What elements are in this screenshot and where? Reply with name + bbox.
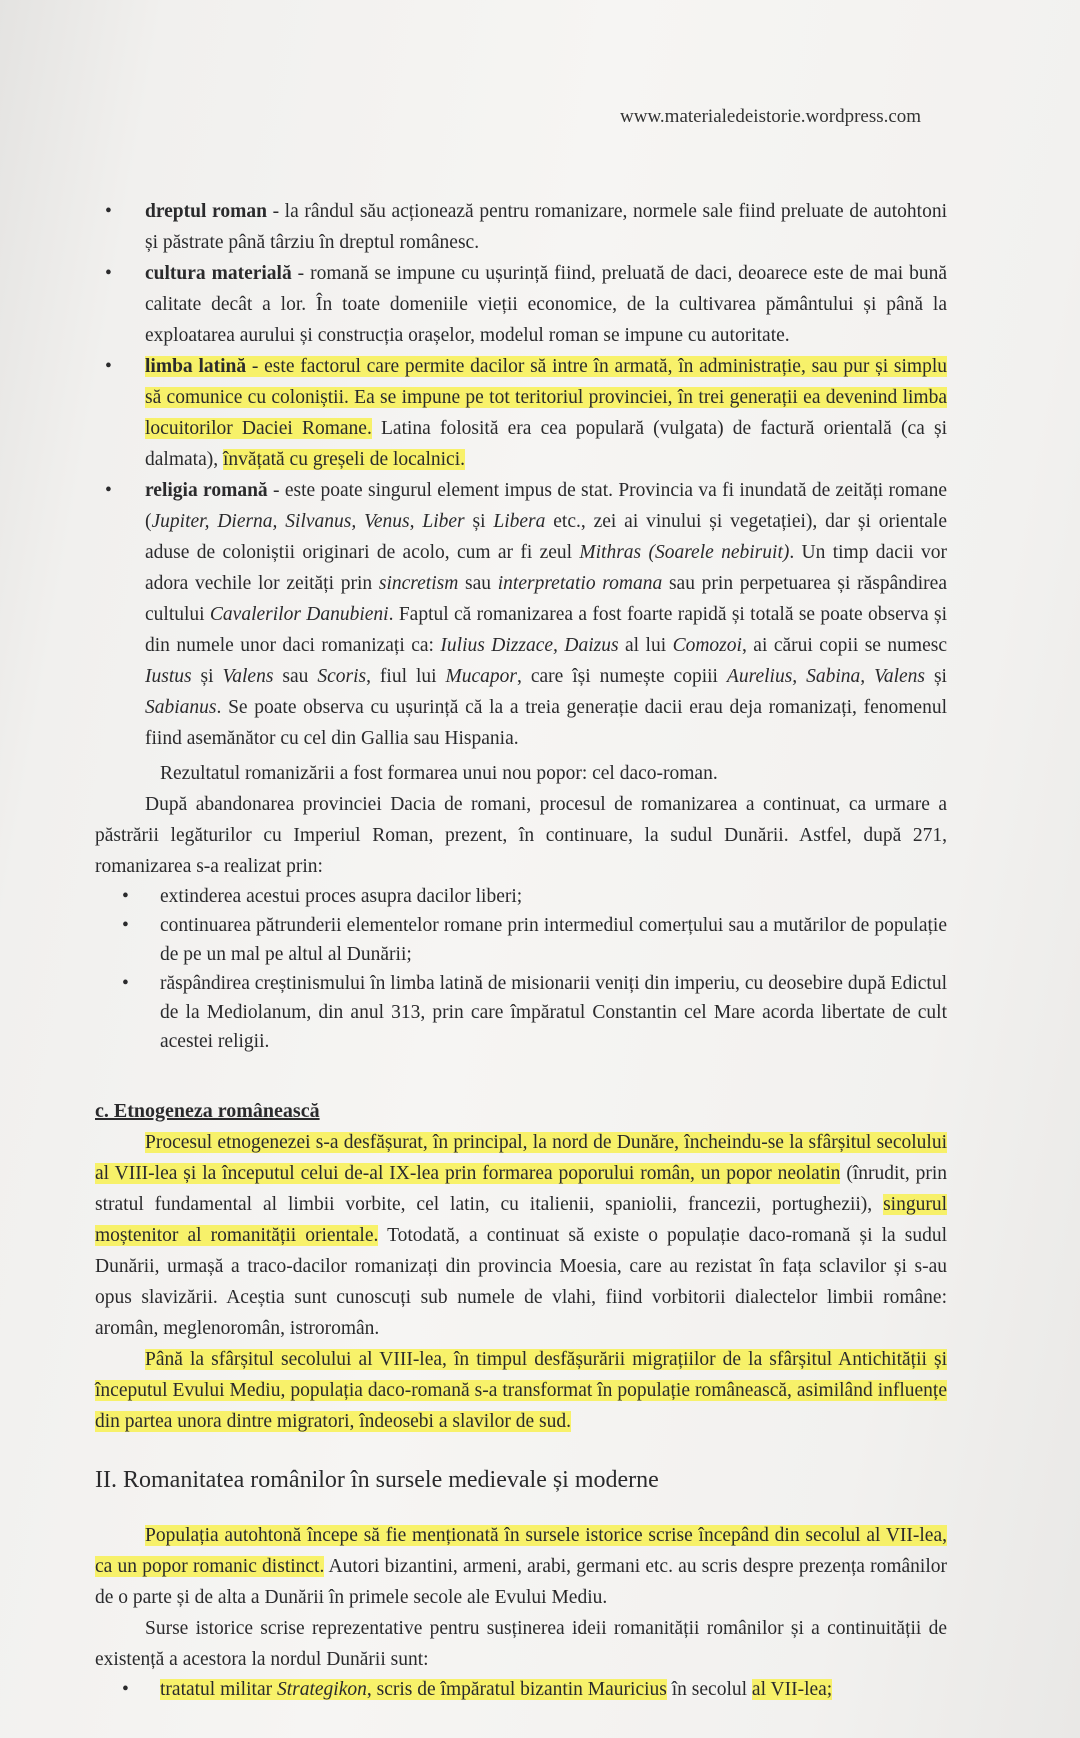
text-segment: Iustus (145, 666, 192, 687)
text-segment: II. Romanitatea românilor în sursele medievale și moderne (95, 1467, 659, 1493)
bullet-item (95, 351, 947, 475)
text-segment: etc., zei ai vinului și vegetației), dar și orientale aduse de coloniștii originari de acolo, cum ar fi zeul (145, 511, 947, 563)
paragraph (95, 758, 947, 789)
paragraph (95, 1127, 947, 1344)
section-heading (95, 1096, 947, 1127)
text-segment: continuarea pătrunderii elementelor romane prin intermediul comerțului sau a mutărilor de populație de pe un mal pe altul al Dunării; (160, 915, 947, 965)
text-segment: Surse istorice scrise reprezentative pentru susținerea ideii romanității românilor și a continuității de existență a acestora la nordul Dunării sunt: (95, 1618, 947, 1670)
text-segment: . Un timp dacii vor adora vechile lor zeități prin (145, 542, 947, 594)
text-segment: Libera (493, 511, 546, 532)
bullet-item (95, 258, 947, 351)
highlighted-text: tratatul militar (160, 1679, 277, 1700)
bullet-item (95, 196, 947, 258)
text-segment: - romană se impune cu ușurință fiind, preluată de daci, deoarece este de mai bună calitate decât a lor. În toate domeniile vieții economice, de la cultivarea pământului și până la exploatarea aurului și construcția orașelor, modelul roman se impune cu autoritate. (145, 263, 947, 346)
text-segment: Sabianus (145, 697, 217, 718)
highlighted-text: - este factorul care permite dacilor să intre în armată, în administrație, sau pur și simplu să comunice cu coloniștii. Ea se impune pe tot teritoriul provinciei, în trei generații ea devenind limba locuitorilor Daciei Romane. (145, 356, 947, 439)
text-segment: - este poate singurul element impus de stat. Provincia va fi inundată de zeități romane ( (145, 480, 947, 532)
highlighted-text: al VII-lea; (751, 1679, 833, 1700)
text-segment: extinderea acestui proces asupra dacilor liberi; (160, 886, 523, 907)
text-segment: Comozoi (672, 635, 742, 656)
text-segment: . Faptul că romanizarea a fost foarte rapidă și totală se poate observa și din numele unor daci romanizați ca: (145, 604, 947, 656)
sub-bullet-item (95, 882, 947, 911)
text-segment: și (925, 666, 947, 687)
text-segment: După abandonarea provinciei Dacia de romani, procesul de romanizarea a continuat, ca urmare a păstrării legăturilor cu Imperiul Roman, prezent, în continuare, la sudul Dunării. Astfel, după 271, romanizarea s-a realizat prin: (95, 794, 947, 877)
highlighted-text: Până la sfârșitul secolului al VIII-lea, în timpul desfășurării migrațiilor de la sfârșitul Antichității și începutul Evului Mediu, populația daco-romană s-a transformat în populație românească, asimilând influențe din partea unora dintre migratori, îndeosebi a slavilor de sud. (95, 1349, 947, 1432)
highlighted-text: Strategikon (276, 1679, 367, 1700)
text-segment: c. Etnogeneza românească (95, 1100, 320, 1122)
highlighted-text: , scris de împăratul bizantin Mauricius (366, 1679, 667, 1700)
text-segment: Valens (222, 666, 274, 687)
highlighted-text: Procesul etnogenezei s-a desfășurat, în principal, la nord de Dunăre, încheindu-se la sfârșitul secolului al VIII-lea și la începutul celui de-al IX-lea prin formarea poporului român, un popor neolatin (95, 1132, 947, 1184)
text-segment: . Se poate observa cu ușurință că la a treia generație dacii erau deja romanizați, fenomenul fiind asemănător cu cel din Gallia sau Hispania. (145, 697, 947, 749)
text-segment: cultura materială (145, 263, 292, 284)
text-segment: răspândirea creștinismului în limba latină de misionarii veniți din imperiu, cu deosebire după Edictul de la Mediolanum, din anul 313, prin care împăratul Constantin cel Mare acorda libertate de cult acestei religii. (160, 973, 947, 1052)
text-segment: religia romană (145, 480, 268, 501)
paragraph (95, 1613, 947, 1675)
text-segment: sau prin perpetuarea și răspândirea cultului (145, 573, 947, 625)
text-segment: Aurelius, Sabina, Valens (726, 666, 926, 687)
text-segment: Scoris (317, 666, 367, 687)
text-segment: Autori bizantini, armeni, arabi, germani etc. au scris despre prezența românilor de o parte și de alta a Dunării în primele secole ale Evului Mediu. (95, 1556, 948, 1608)
text-segment: (înrudit, prin stratul fundamental al limbii vorbite, cel latin, cu italienii, spaniolii, francezii, portughezii), (95, 1163, 948, 1215)
text-segment: și (191, 666, 223, 687)
text-segment: , care își numește copiii (517, 666, 727, 687)
text-segment: dreptul roman (145, 201, 267, 222)
highlighted-text: singurul moștenitor al romanității orientale. (95, 1194, 947, 1246)
highlighted-text: învățată cu greșeli de localnici. (222, 449, 465, 470)
text-segment: , fiul lui (366, 666, 446, 687)
highlighted-text: limba latină (145, 356, 247, 377)
sub-bullet-item (95, 911, 947, 969)
chapter-heading (95, 1465, 947, 1496)
text-segment: Mithras (Soarele nebiruit) (579, 542, 790, 563)
paragraph (95, 1520, 947, 1613)
text-segment: interpretatio romana (497, 573, 663, 594)
document-body (95, 196, 947, 1704)
text-segment: Rezultatul romanizării a fost formarea unui nou popor: cel daco-roman. (160, 763, 718, 784)
text-segment: , ai cărui copii se numesc (741, 635, 947, 656)
text-segment: Latina folosită era cea populară (vulgata) de factură orientală (ca și dalmata), (145, 418, 947, 470)
highlighted-text: Populația autohtonă începe să fie menționată în sursele istorice scrise începând din secolul al VII-lea, ca un popor romanic distinct. (95, 1525, 947, 1577)
sub-bullet-item (95, 1675, 947, 1704)
text-segment: - la rândul său acționează pentru romanizare, normele sale fiind preluate de autohtoni și păstrate până târziu în dreptul românesc. (145, 201, 948, 253)
text-segment: sincretism (378, 573, 459, 594)
sub-bullet-item (95, 969, 947, 1056)
text-segment: Jupiter, Dierna, Silvanus, Venus, Liber (151, 511, 465, 532)
text-segment: în secolul (666, 1679, 752, 1700)
bullet-item (95, 475, 947, 754)
text-segment: sau (273, 666, 318, 687)
text-segment: Cavalerilor Danubieni (209, 604, 389, 625)
paragraph (95, 789, 947, 882)
text-segment: sau (458, 573, 498, 594)
text-segment: Totodată, a continuat să existe o populație daco-romană și la sudul Dunării, urmașă a traco-dacilor romanizați din provincia Moesia, care au rezistat în fața sclavilor și s-au opus slavizării. Aceștia sunt cunoscuți sub numele de vlahi, fiind vorbitorii dialectelor limbii române: aromân, meglenoromân, istroromân. (95, 1225, 947, 1339)
text-segment: și (464, 511, 494, 532)
source-url: www.materialedeistorie.wordpress.com (620, 106, 922, 127)
text-segment: al lui (618, 635, 673, 656)
text-segment: Iulius Dizzace, Daizus (440, 635, 619, 656)
text-segment: Mucapor (445, 666, 517, 687)
paragraph (95, 1344, 947, 1437)
